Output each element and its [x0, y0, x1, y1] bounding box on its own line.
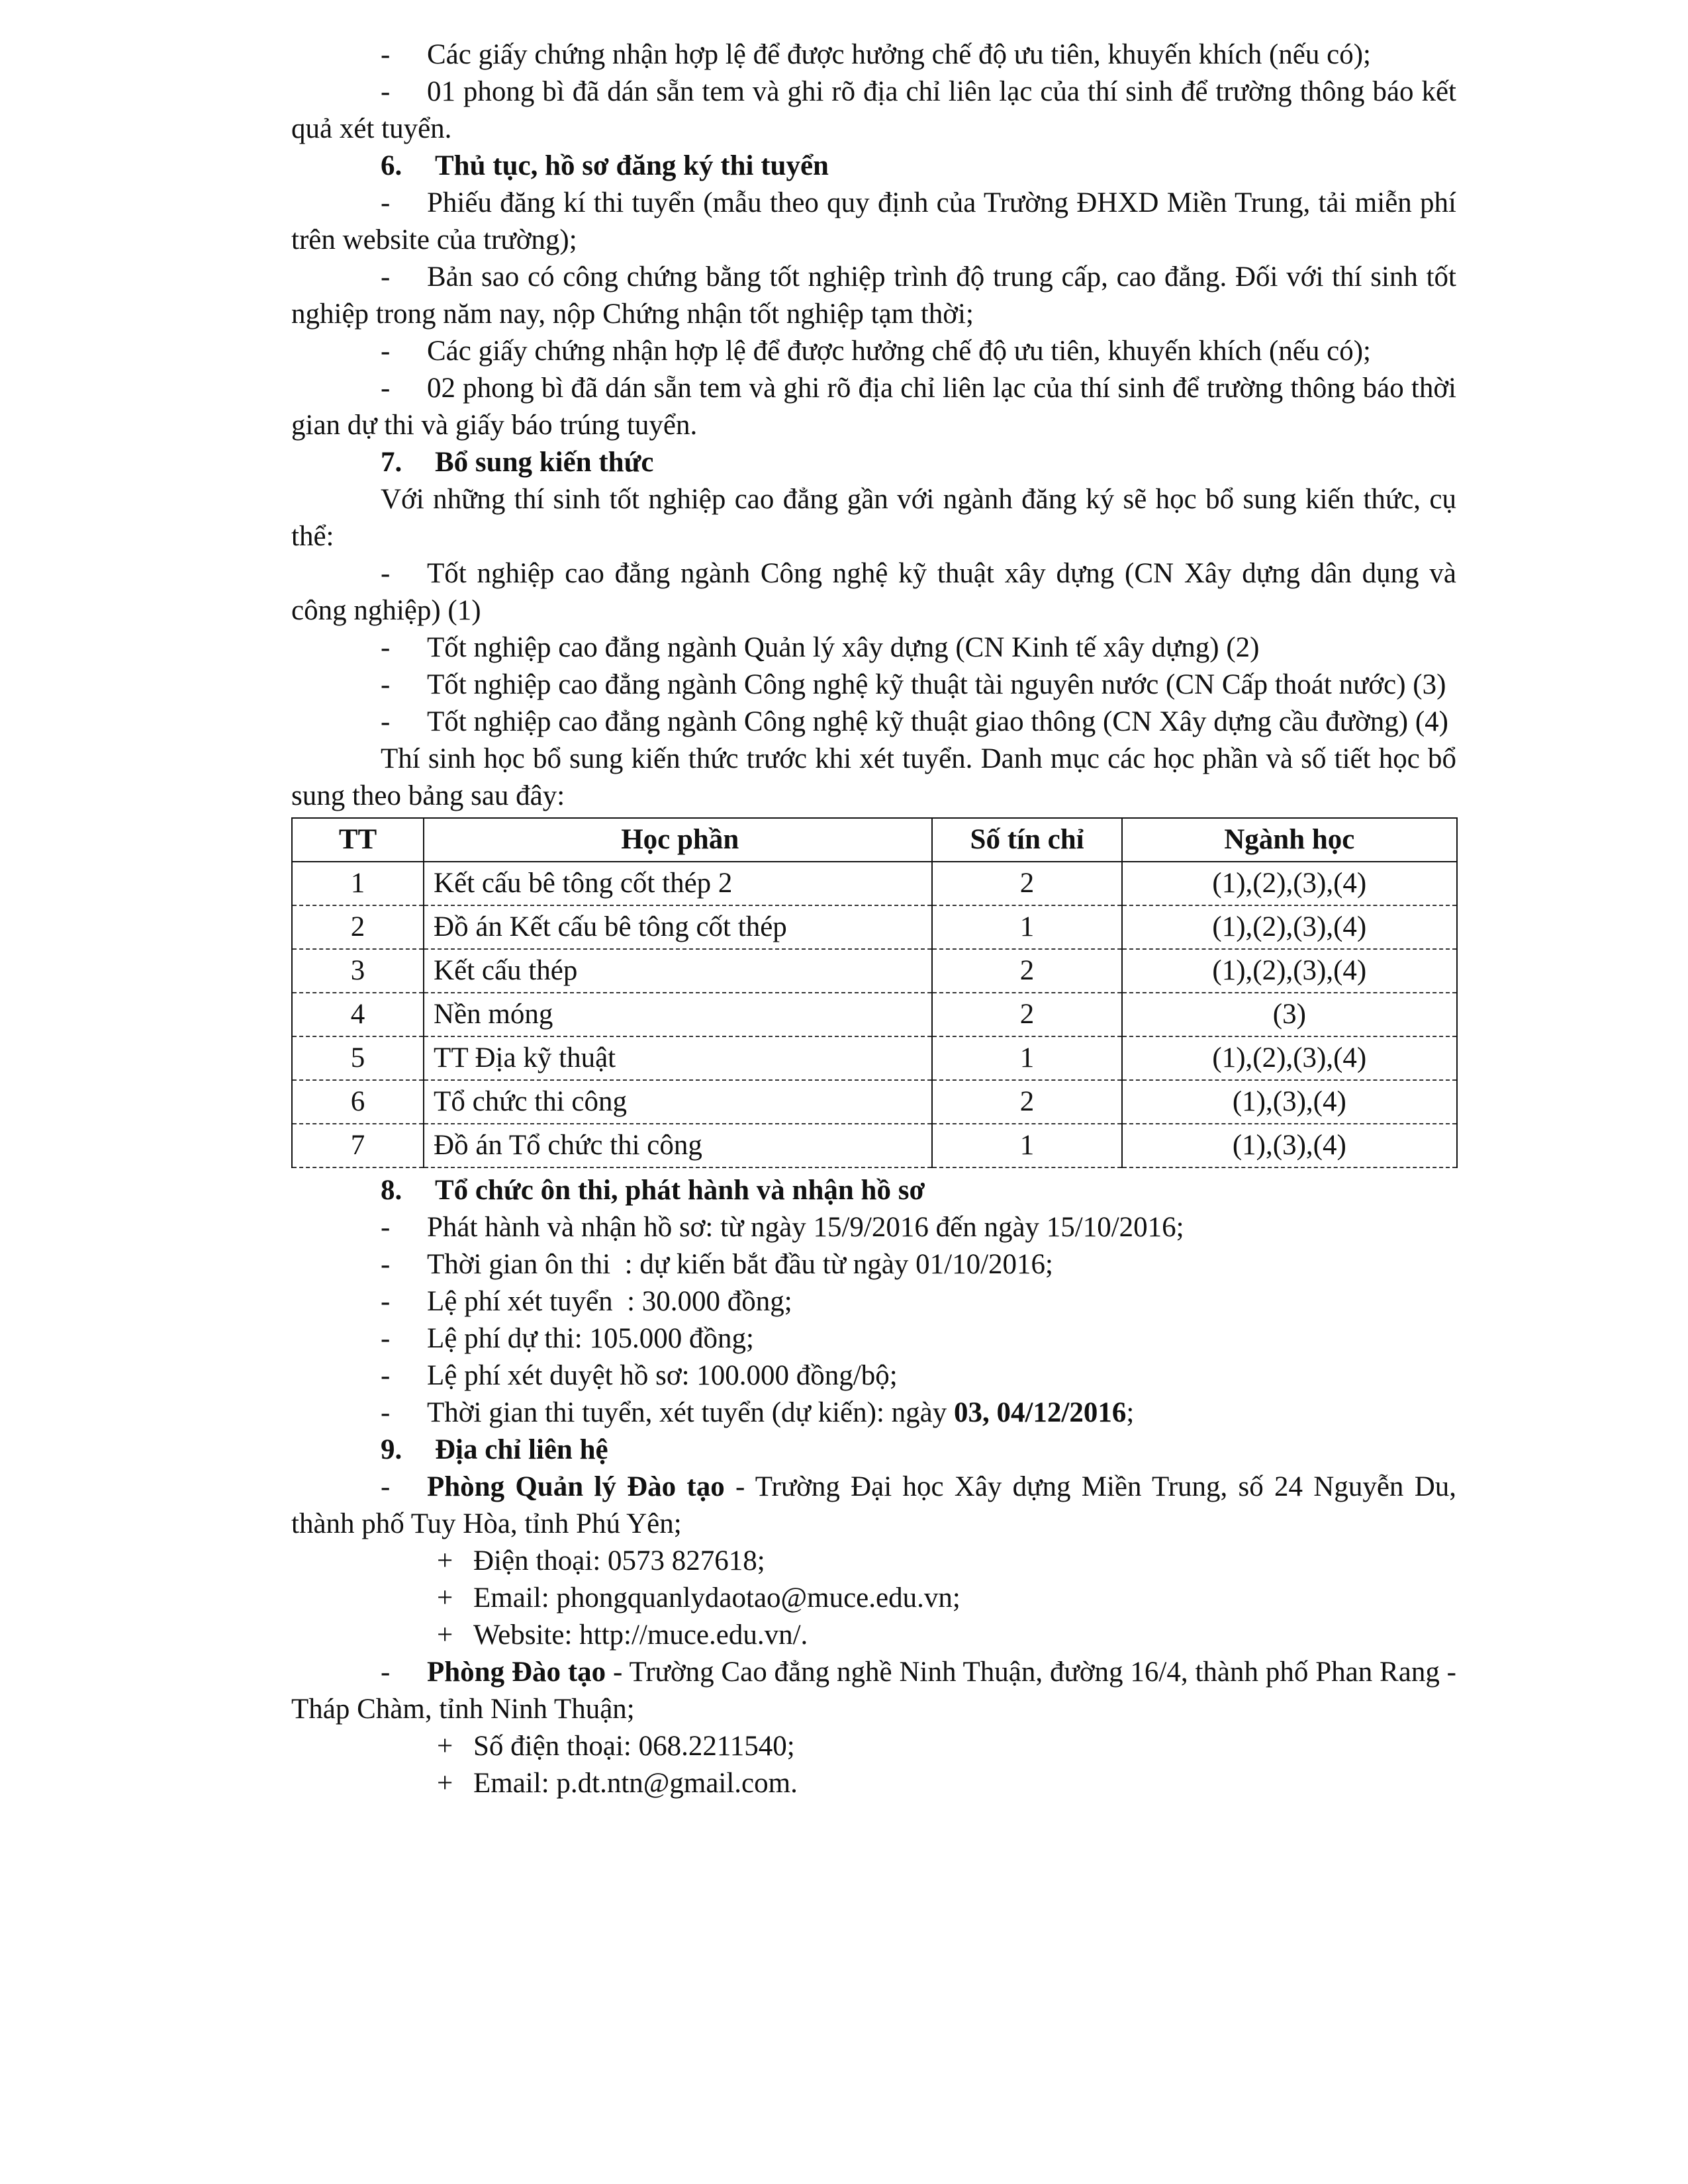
cell-major: (3)	[1122, 993, 1457, 1036]
list-item-text: 02 phong bì đã dán sẵn tem và ghi rõ địa chỉ liên lạc của thí sinh để trường thông báo thời gian dự thi và giấy báo trúng tuyển.	[291, 373, 1456, 441]
cell-credits: 1	[932, 1036, 1121, 1080]
section-heading-7	[291, 444, 1456, 481]
section-title: Tổ chức ôn thi, phát hành và nhận hồ sơ	[435, 1175, 925, 1206]
header-course: Học phần	[424, 818, 932, 862]
dash-bullet: -	[381, 261, 391, 293]
table-row	[292, 993, 1457, 1036]
contact-phone: Điện thoại: 0573 827618;	[473, 1545, 765, 1576]
section-number: 8.	[381, 1175, 402, 1206]
office-name: Phòng Đào tạo	[427, 1657, 606, 1688]
list-item-text: Lệ phí xét tuyển : 30.000 đồng;	[427, 1286, 792, 1317]
cell-tt: 2	[292, 905, 424, 949]
cell-credits: 2	[932, 949, 1121, 993]
list-item-text: Các giấy chứng nhận hợp lệ để được hưởng chế độ ưu tiên, khuyến khích (nếu có);	[427, 336, 1371, 367]
section-title: Thủ tục, hồ sơ đăng ký thi tuyển	[435, 150, 829, 181]
list-item	[291, 36, 1456, 73]
list-item	[291, 1246, 1456, 1283]
header-major: Ngành học	[1122, 818, 1457, 862]
dash-bullet: -	[381, 1212, 391, 1243]
dash-bullet: -	[381, 336, 391, 367]
list-item-text: Các giấy chứng nhận hợp lệ để được hưởng chế độ ưu tiên, khuyến khích (nếu có);	[427, 39, 1371, 70]
list-item-text: Tốt nghiệp cao đẳng ngành Công nghệ kỹ thuật xây dựng (CN Xây dựng dân dụng và công nghiệp) (1)	[291, 558, 1456, 626]
contact-email: Email: phongquanlydaotao@muce.edu.vn;	[473, 1582, 961, 1614]
table-row	[292, 862, 1457, 905]
courses-table	[291, 817, 1458, 1168]
plus-bullet: +	[437, 1582, 453, 1614]
dash-bullet: -	[381, 632, 391, 663]
exam-date: 03, 04/12/2016	[953, 1397, 1127, 1428]
dash-bullet: -	[381, 1471, 391, 1502]
plus-bullet: +	[437, 1545, 453, 1576]
dash-bullet: -	[381, 1286, 391, 1317]
cell-course: Kết cấu thép	[424, 949, 932, 993]
cell-course: Nền móng	[424, 993, 932, 1036]
cell-major: (1),(2),(3),(4)	[1122, 1036, 1457, 1080]
dash-bullet: -	[381, 1249, 391, 1280]
list-item	[291, 370, 1456, 444]
list-item	[291, 629, 1456, 666]
plus-bullet: +	[437, 1731, 453, 1762]
table-row	[292, 1036, 1457, 1080]
list-item-text: Lệ phí xét duyệt hồ sơ: 100.000 đồng/bộ;	[427, 1360, 898, 1391]
list-item	[291, 704, 1456, 741]
dash-bullet: -	[381, 39, 391, 70]
list-item-text: Thời gian ôn thi : dự kiến bắt đầu từ ngày 01/10/2016;	[427, 1249, 1053, 1280]
cell-major: (1),(3),(4)	[1122, 1080, 1457, 1124]
cell-tt: 1	[292, 862, 424, 905]
list-item	[291, 1283, 1456, 1320]
cell-credits: 2	[932, 862, 1121, 905]
list-item	[291, 555, 1456, 629]
dash-bullet: -	[381, 706, 391, 737]
section-number: 6.	[381, 150, 402, 181]
list-item-exam-date	[291, 1394, 1456, 1432]
section-title: Bổ sung kiến thức	[435, 447, 654, 478]
cell-tt: 4	[292, 993, 424, 1036]
dash-bullet: -	[381, 1323, 391, 1354]
cell-course: Đồ án Tổ chức thi công	[424, 1124, 932, 1167]
cell-course: TT Địa kỹ thuật	[424, 1036, 932, 1080]
dash-bullet: -	[381, 669, 391, 700]
cell-credits: 2	[932, 1080, 1121, 1124]
table-row	[292, 905, 1457, 949]
section-title: Địa chỉ liên hệ	[435, 1434, 608, 1465]
header-tt: TT	[292, 818, 424, 862]
contact-office-2	[291, 1654, 1456, 1728]
section-note: Thí sinh học bổ sung kiến thức trước khi xét tuyển. Danh mục các học phần và số tiết học bổ sung theo bảng sau đây:	[291, 743, 1456, 811]
section-intro: Với những thí sinh tốt nghiệp cao đẳng gần với ngành đăng ký sẽ học bổ sung kiến thức, cụ thể:	[291, 484, 1456, 552]
section-number: 7.	[381, 447, 402, 478]
table-row	[292, 1080, 1457, 1124]
table-header-row	[292, 818, 1457, 862]
dash-bullet: -	[381, 187, 391, 218]
contact-item	[291, 1765, 1456, 1802]
dash-bullet: -	[381, 1397, 391, 1428]
section-heading-9	[291, 1432, 1456, 1469]
header-credits: Số tín chỉ	[932, 818, 1121, 862]
table-row	[292, 1124, 1457, 1167]
section-heading-8	[291, 1172, 1456, 1209]
contact-office-1	[291, 1469, 1456, 1543]
cell-major: (1),(2),(3),(4)	[1122, 862, 1457, 905]
list-item-text: Thời gian thi tuyển, xét tuyển (dự kiến): ngày	[427, 1397, 954, 1428]
list-item-text: Bản sao có công chứng bằng tốt nghiệp trình độ trung cấp, cao đẳng. Đối với thí sinh tốt nghiệp trong năm nay, nộp Chứng nhận tốt nghiệp tạm thời;	[291, 261, 1456, 330]
list-item	[291, 1320, 1456, 1357]
list-item	[291, 1357, 1456, 1394]
cell-tt: 3	[292, 949, 424, 993]
office-address: - Trường Cao đẳng nghề Ninh Thuận, đường 16/4, thành phố Phan Rang - Tháp Chàm, tỉnh Ninh Thuận;	[291, 1657, 1456, 1725]
table-row	[292, 949, 1457, 993]
cell-course: Tổ chức thi công	[424, 1080, 932, 1124]
cell-tt: 6	[292, 1080, 424, 1124]
cell-course: Kết cấu bê tông cốt thép 2	[424, 862, 932, 905]
list-item-tail: ;	[1126, 1397, 1135, 1428]
section-number: 9.	[381, 1434, 402, 1465]
cell-major: (1),(3),(4)	[1122, 1124, 1457, 1167]
list-item	[291, 73, 1456, 148]
plus-bullet: +	[437, 1619, 453, 1651]
list-item	[291, 259, 1456, 333]
contact-website: Website: http://muce.edu.vn/.	[473, 1619, 808, 1651]
dash-bullet: -	[381, 1657, 391, 1688]
contact-item	[291, 1543, 1456, 1580]
contact-item	[291, 1728, 1456, 1765]
list-item-text: Lệ phí dự thi: 105.000 đồng;	[427, 1323, 754, 1354]
list-item	[291, 1209, 1456, 1246]
cell-major: (1),(2),(3),(4)	[1122, 949, 1457, 993]
plus-bullet: +	[437, 1768, 453, 1799]
dash-bullet: -	[381, 1360, 391, 1391]
list-item	[291, 333, 1456, 370]
office-name: Phòng Quản lý Đào tạo	[427, 1471, 725, 1502]
document-page	[291, 36, 1456, 1802]
cell-major: (1),(2),(3),(4)	[1122, 905, 1457, 949]
contact-phone: Số điện thoại: 068.2211540;	[473, 1731, 795, 1762]
list-item-text: Tốt nghiệp cao đẳng ngành Công nghệ kỹ thuật giao thông (CN Xây dựng cầu đường) (4)	[427, 706, 1448, 737]
cell-tt: 7	[292, 1124, 424, 1167]
list-item	[291, 185, 1456, 259]
contact-item	[291, 1617, 1456, 1654]
dash-bullet: -	[381, 373, 391, 404]
contact-email: Email: p.dt.ntn@gmail.com.	[473, 1768, 798, 1799]
list-item-text: Tốt nghiệp cao đẳng ngành Công nghệ kỹ thuật tài nguyên nước (CN Cấp thoát nước) (3)	[427, 669, 1446, 700]
cell-credits: 1	[932, 1124, 1121, 1167]
cell-credits: 2	[932, 993, 1121, 1036]
contact-item	[291, 1580, 1456, 1617]
office-address: - Trường Đại học Xây dựng Miền Trung, số 24 Nguyễn Du, thành phố Tuy Hòa, tỉnh Phú Yên;	[291, 1471, 1456, 1539]
list-item-text: Phát hành và nhận hồ sơ: từ ngày 15/9/2016 đến ngày 15/10/2016;	[427, 1212, 1184, 1243]
list-item-text: Tốt nghiệp cao đẳng ngành Quản lý xây dựng (CN Kinh tế xây dựng) (2)	[427, 632, 1260, 663]
list-item-text: 01 phong bì đã dán sẵn tem và ghi rõ địa chỉ liên lạc của thí sinh để trường thông báo kết quả xét tuyển.	[291, 76, 1456, 144]
cell-tt: 5	[292, 1036, 424, 1080]
dash-bullet: -	[381, 558, 391, 589]
list-item-text: Phiếu đăng kí thi tuyển (mẫu theo quy định của Trường ĐHXD Miền Trung, tải miễn phí trên website của trường);	[291, 187, 1456, 255]
cell-course: Đồ án Kết cấu bê tông cốt thép	[424, 905, 932, 949]
list-item	[291, 666, 1456, 704]
section-heading-6	[291, 148, 1456, 185]
dash-bullet: -	[381, 76, 391, 107]
cell-credits: 1	[932, 905, 1121, 949]
